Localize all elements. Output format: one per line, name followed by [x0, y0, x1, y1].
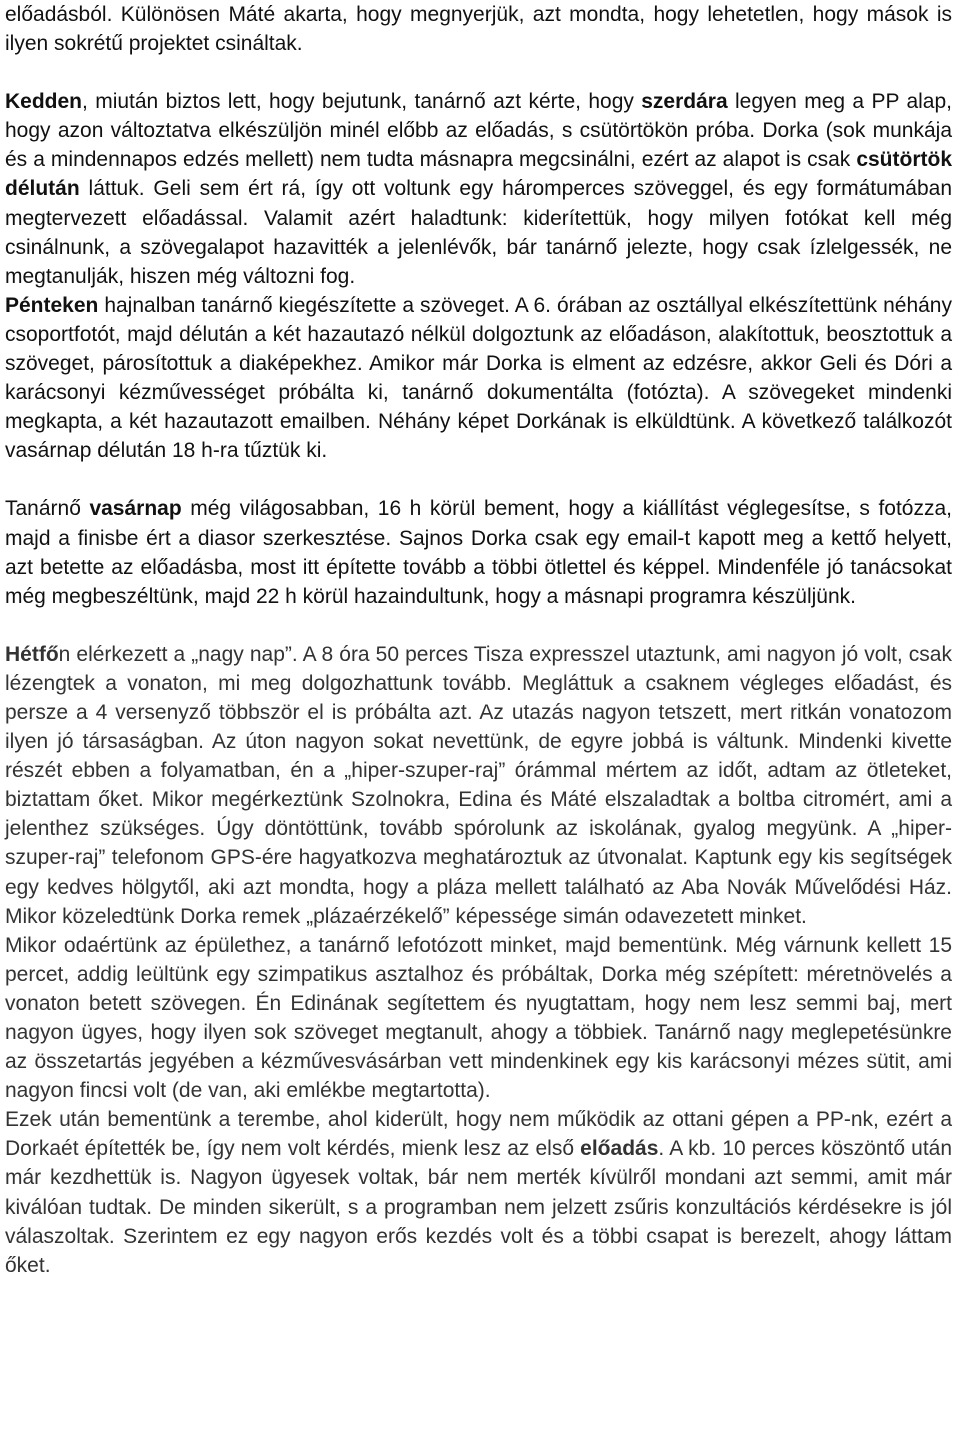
paragraph-hetfon	[5, 640, 952, 931]
bold-text-run: vasárnap	[89, 497, 182, 521]
paragraph-vasarnap	[5, 494, 952, 610]
text-run: Ezek után bementünk a terembe, ahol kiderült, hogy nem működik az ottani gépen a PP-nk, ezért a Dorkaét építették be, így nem volt kérdés, mienk lesz az első	[5, 1108, 952, 1161]
paragraph-odaertunk	[5, 931, 952, 1106]
bold-text-run: szerdára	[641, 90, 728, 114]
paragraph-kedden	[5, 87, 952, 291]
bold-text-run: Kedden	[5, 90, 83, 114]
text-run: . A kb. 10 perces köszöntő után már kezdhettük is. Nagyon ügyesek voltak, bár nem merték kívülről mondani azt semmi, amit már kiválóan tudtak. De minden sikerült, s a programban nem jelzett zsűris konzultációs kérdésekre is jól válaszoltak. Szerintem ez egy nagyon erős kezdés volt és a többi csapat is berezelt, ahogy láttam őket.	[5, 1137, 953, 1277]
bold-text-run: Hétfő	[5, 642, 59, 666]
text-run: hajnalban tanárnő kiegészítette a szöveget. A 6. órában az osztállyal elkészítettünk néhány csoportfotót, majd délután a két hazautazó nélkül dolgoztunk az előadáson, alakítottuk, beosztottuk a szöveget, párosítottuk a diaképekhez. Amikor már Dorka is elment az edzésre, akkor Geli és Dóri a karácsonyi kézművességet próbálta ki, tanárnő dokumentálta (fotózta). A szövegeket mindenki megkapta, a két hazautazott emailben. Néhány képet Dorkának is elküldtünk. A következő találkozót vasárnap délután 18 h-ra tűztük ki.	[5, 293, 952, 463]
bold-text-run: előadás	[580, 1137, 659, 1161]
paragraph-intro	[5, 0, 952, 58]
document-page	[5, 0, 952, 1280]
text-run: n elérkezett a „nagy nap”. A 8 óra 50 perces Tisza expresszel utaztunk, ami nagyon jó volt, csak lézengtek a vonaton, mi meg dolgozhattunk tovább. Megláttuk a csaknem végleges előadást, és persze a 4 versenyző többször el is próbálta azt. Az utazás nagyon tetszett, mert ritkán vonatozom ilyen jó társaságban. Az úton nagyon sokat nevettünk, de egyre jobbá is váltunk. Mindenki kivette részét ebben a folyamatban, én a „hiper-szuper-raj” órámmal mértem az időt, adtam az ötleteket, biztattam őket. Mikor megérkeztünk Szolnokra, Edina és Máté elszaladtak a boltba citromért, ami a jelenthez szükséges. Úgy döntöttünk, tovább spórolunk az iskolának, gyalog megyünk. A „hiper-szuper-raj” telefonom GPS-ére hagyatkozva meghatároztuk az útvonalat. Kaptunk egy kis segítségek egy kedves hölgytől, aki azt mondta, hogy a pláza mellett található az Aba Novák Művelődési Ház. Mikor közeledtünk Dorka remek „plázaérzékelő” képessége simán odavezetett minket.	[5, 642, 952, 928]
bold-text-run: Pénteken	[5, 293, 99, 317]
text-run: Mikor odaértünk az épülethez, a tanárnő lefotózott minket, majd bementünk. Még várnunk kellett 15 percet, addig leültünk egy szimpatikus asztalhoz és próbáltak, Dorka még szépített: méretnövelés a vonaton betett szövegen. Én Edinának segítettem és nyugtattam, hogy nem lesz semmi baj, mert nagyon ügyes, hogy ilyen sok szöveget megtanult, ahogy a többiek. Tanárnő nagy meglepetésünkre az összetartás jegyében a kézművesvásárban vett mindenkinek egy kis karácsonyi mézes sütit, ami nagyon fincsi volt (de van, aki emlékbe megtartotta).	[5, 933, 952, 1103]
text-run: Tanárnő	[5, 497, 90, 521]
bold-text-run: csütörtök délután	[5, 148, 952, 201]
text-run: előadásból. Különösen Máté akarta, hogy megnyerjük, azt mondta, hogy lehetetlen, hogy mások is ilyen sokrétű projektet csináltak.	[5, 3, 952, 56]
text-run: még világosabban, 16 h körül bement, hogy a kiállítást véglegesítse, s fotózza, majd a finisbe ért a diasor szerkesztése. Sajnos Dorka csak egy email-t kapott meg a kettő helyett, azt betette az előadásba, most itt építette tovább a többi ötlettel és képpel. Mindenféle jó tanácsokat még megbeszéltünk, majd 22 h körül hazaindultunk, hogy a másnapi programra készüljünk.	[5, 497, 952, 608]
text-run: , miután biztos lett, hogy bejutunk, tanárnő azt kérte, hogy	[82, 90, 642, 114]
paragraph-eloadas	[5, 1105, 952, 1280]
paragraph-penteken	[5, 291, 952, 466]
text-run: láttuk. Geli sem ért rá, így ott voltunk egy háromperces szöveggel, és egy formátumában megtervezett előadással. Valamit azért haladtunk: kiderítettük, hogy milyen fotókat kell még csinálnunk, a szövegalapot hazavitték a jelenlévők, bár tanárnő jelezte, hogy csak ízlelgessék, ne megtanulják, hiszen még változni fog.	[5, 177, 952, 288]
text-run: legyen meg a PP alap, hogy azon változtatva elkészüljön minél előbb az előadás, s csütörtökön próba. Dorka (sok munkája és a mindennapos edzés mellett) nem tudta másnapra megcsinálni, ezért az alapot is csak	[5, 90, 952, 172]
